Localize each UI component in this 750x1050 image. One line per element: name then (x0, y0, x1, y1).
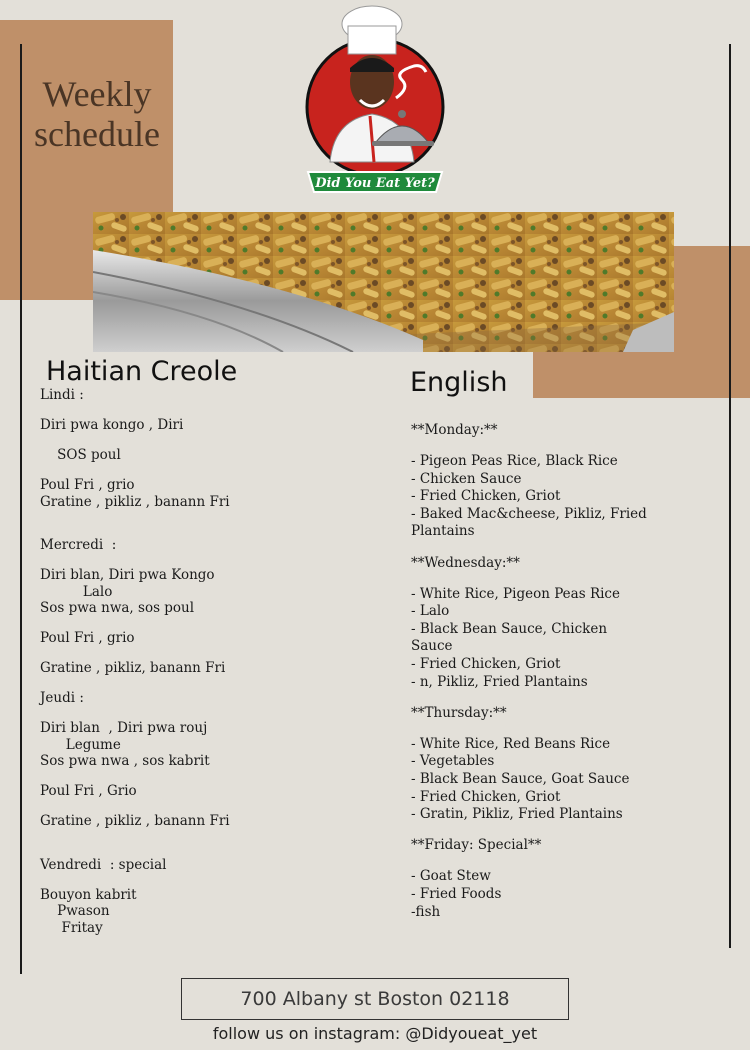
menu-line: - Fried Chicken, Griot (411, 488, 561, 505)
chef-logo (300, 2, 450, 198)
chef-logo-graphic (300, 2, 450, 198)
menu-line: Mercredi : (40, 537, 117, 553)
left-border-line (20, 44, 22, 974)
menu-line (40, 873, 230, 887)
menu-line (411, 440, 647, 454)
menu-line: SOS poul (40, 447, 121, 463)
menu-line: - Fried Chicken, Griot (411, 656, 561, 673)
menu-line: - Black Bean Sauce, Chicken (411, 620, 608, 637)
menu-line: **Wednesday:** (411, 554, 520, 571)
menu-line (40, 434, 230, 448)
menu-line (40, 617, 230, 631)
menu-line (40, 510, 230, 524)
menu-line: - n, Pikliz, Fried Plantains (411, 673, 588, 690)
menu-line: Pwason (40, 903, 110, 919)
logo-banner-text: Did You Eat Yet? (315, 176, 435, 191)
menu-line: Lindi : (40, 387, 84, 403)
menu-line: Sos pwa nwa, sos poul (40, 600, 195, 616)
menu-line: Diri blan , Diri pwa rouj (40, 720, 208, 736)
menu-line: Legume (40, 736, 121, 753)
menu-line (411, 572, 647, 586)
menu-line: Plantains (411, 523, 475, 540)
menu-line: Poul Fri , Grio (40, 783, 137, 799)
menu-line: - Black Bean Sauce, Goat Sauce (411, 771, 630, 787)
menu-line (40, 843, 230, 857)
menu-line: Sauce (411, 638, 453, 655)
instagram-line[interactable]: follow us on instagram: @Didyoueat_yet (212, 1024, 538, 1043)
menu-line: - Fried Foods (411, 885, 502, 902)
menu-line: Diri blan, Diri pwa Kongo (40, 567, 215, 583)
address-box (181, 978, 569, 1020)
menu-line: - Chicken Sauce (411, 470, 522, 487)
menu-line: Jeudi : (40, 690, 84, 706)
menu-line (411, 722, 647, 736)
menu-line: - Fried Chicken, Griot (411, 788, 561, 805)
menu-line: - White Rice, Red Beans Rice (411, 735, 611, 752)
menu-line: Bouyon kabrit (40, 886, 137, 903)
menu-line: Sos pwa nwa , sos kabrit (40, 753, 210, 769)
menu-line: Lalo (40, 583, 113, 600)
english-menu (411, 422, 647, 921)
menu-line (40, 830, 230, 844)
creole-heading: Haitian Creole (46, 356, 238, 387)
menu-line: - Goat Stew (411, 868, 491, 885)
menu-line: Poul Fri , grio (40, 630, 135, 646)
menu-line (411, 855, 647, 869)
menu-line (411, 541, 647, 555)
menu-line (411, 691, 647, 705)
menu-line: Gratine , pikliz , banann Fri (40, 813, 230, 829)
menu-line (40, 554, 230, 568)
menu-line: Vendredi : special (40, 856, 167, 873)
menu-line (40, 677, 230, 691)
menu-line: Diri pwa kongo , Diri (40, 417, 184, 433)
page-title: Weekly schedule (34, 74, 160, 154)
menu-line: - Pigeon Peas Rice, Black Rice (411, 453, 618, 470)
english-heading: English (410, 367, 508, 398)
menu-line: Gratine , pikliz , banann Fri (40, 493, 230, 510)
menu-line: Fritay (40, 919, 103, 936)
food-photo (93, 212, 674, 352)
menu-line: **Monday:** (411, 422, 498, 438)
menu-line: - Vegetables (411, 753, 495, 770)
menu-line: - Gratin, Pikliz, Fried Plantains (411, 806, 623, 823)
menu-line: - Lalo (411, 603, 450, 620)
menu-line: Gratine , pikliz, banann Fri (40, 660, 226, 676)
menu-line: **Friday: Special** (411, 837, 542, 854)
creole-menu (40, 387, 230, 936)
menu-line: - Baked Mac&cheese, Pikliz, Fried (411, 505, 647, 522)
menu-line (40, 800, 230, 814)
pasta-tray-image (93, 212, 674, 352)
menu-line (40, 404, 230, 418)
menu-line: **Thursday:** (411, 704, 507, 721)
menu-line: Poul Fri , grio (40, 477, 135, 493)
menu-line (411, 824, 647, 838)
menu-line (40, 707, 230, 721)
menu-line (40, 524, 230, 538)
address-text: 700 Albany st Boston 02118 (240, 988, 510, 1010)
right-border-line (729, 44, 731, 948)
menu-line (40, 464, 230, 478)
menu-line: -fish (411, 903, 441, 920)
menu-line: - White Rice, Pigeon Peas Rice (411, 585, 620, 602)
menu-line (40, 770, 230, 784)
menu-line (40, 647, 230, 661)
